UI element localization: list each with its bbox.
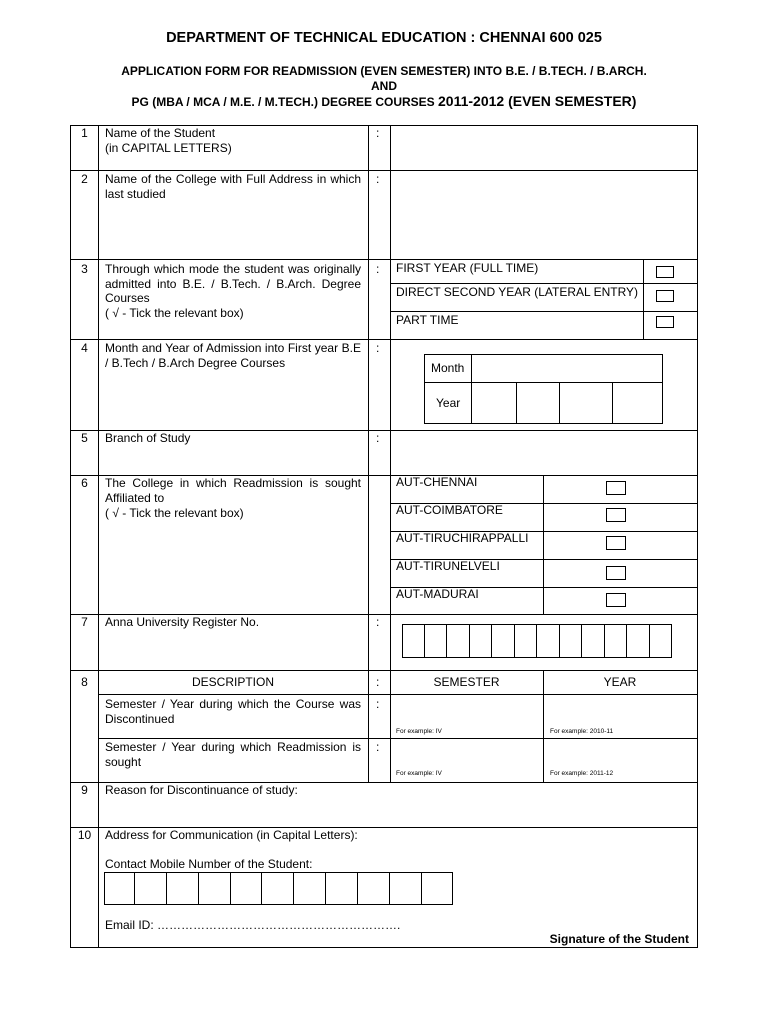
option-aut-madurai: AUT-MADURAI	[396, 587, 479, 601]
form-title-line3-courses: PG (MBA / MCA / M.E. / M.TECH.) DEGREE COURSES	[131, 95, 439, 109]
year-input[interactable]	[473, 384, 661, 422]
colon: :	[376, 675, 380, 689]
row-number: 4	[81, 341, 88, 355]
student-name-hint: (in CAPITAL LETTERS)	[105, 141, 232, 155]
discontinued-label: Semester / Year during which the Course was Discontinued	[105, 697, 361, 726]
row-number: 2	[81, 172, 88, 186]
discontinued-semester-example: For example: IV	[396, 728, 442, 735]
register-no-boxes[interactable]	[402, 624, 672, 658]
form-title-line1: APPLICATION FORM FOR READMISSION (EVEN SEMESTER) INTO B.E. / B.TECH. / B.ARCH.	[121, 64, 647, 78]
form-title-line3-year: 2011-2012 (EVEN SEMESTER)	[438, 93, 637, 109]
mobile-number-boxes[interactable]	[104, 872, 453, 905]
row-number: 9	[81, 783, 88, 797]
description-header: DESCRIPTION	[191, 675, 274, 689]
readmission-semester-field[interactable]	[391, 739, 542, 781]
option-first-year: FIRST YEAR (FULL TIME)	[396, 261, 539, 275]
colon: :	[376, 697, 380, 711]
signature-label: Signature of the Student	[549, 932, 689, 946]
month-label: Month	[431, 361, 465, 375]
tick-instruction: ( √ - Tick the relevant box)	[105, 306, 244, 320]
student-name-label: Name of the Student	[105, 126, 216, 140]
option-aut-chennai: AUT-CHENNAI	[396, 475, 478, 489]
branch-label: Branch of Study	[105, 431, 191, 445]
discontinued-year-field[interactable]	[544, 695, 696, 737]
colon: :	[376, 431, 380, 445]
colon: :	[376, 172, 380, 186]
part-time-checkbox[interactable]	[656, 316, 674, 328]
form-title-line3	[0, 93, 768, 109]
row-number: 6	[81, 476, 88, 490]
option-part-time: PART TIME	[396, 313, 459, 327]
lateral-entry-checkbox[interactable]	[656, 290, 674, 302]
mobile-label: Contact Mobile Number of the Student:	[105, 857, 313, 871]
row-number: 5	[81, 431, 88, 445]
year-header: YEAR	[603, 675, 637, 689]
readmission-year-field[interactable]	[544, 739, 696, 781]
aut-chennai-checkbox[interactable]	[606, 481, 626, 495]
tick-instruction: ( √ - Tick the relevant box)	[105, 506, 244, 520]
row-number: 7	[81, 615, 88, 629]
discontinuance-reason-label: Reason for Discontinuance of study:	[105, 783, 298, 797]
form-title-line2: AND	[371, 79, 397, 93]
colon: :	[376, 341, 380, 355]
month-input[interactable]	[473, 356, 661, 381]
readmission-label: Semester / Year during which Readmission is sought	[105, 740, 361, 769]
colon: :	[376, 615, 380, 629]
college-address-field[interactable]	[391, 171, 696, 258]
row-number: 3	[81, 262, 88, 276]
aut-coimbatore-checkbox[interactable]	[606, 508, 626, 522]
aut-tirunelveli-checkbox[interactable]	[606, 566, 626, 580]
option-aut-tiruchirappalli: AUT-TIRUCHIRAPPALLI	[396, 531, 529, 545]
admission-date-label: Month and Year of Admission into First year B.E / B.Tech / B.Arch Degree Courses	[105, 341, 361, 370]
admission-mode-label: Through which mode the student was originally admitted into B.E. / B.Tech. / B.Arch. Degree Courses	[105, 262, 361, 306]
aut-tiruchirappalli-checkbox[interactable]	[606, 536, 626, 550]
branch-field[interactable]	[391, 431, 696, 474]
register-no-label: Anna University Register No.	[105, 615, 260, 629]
colon: :	[376, 262, 380, 276]
option-lateral-entry: DIRECT SECOND YEAR (LATERAL ENTRY)	[396, 285, 639, 299]
discontinuance-reason-field[interactable]	[99, 800, 696, 826]
row-number: 8	[81, 675, 88, 689]
row-number: 1	[81, 126, 88, 140]
colon: :	[376, 740, 380, 754]
college-address-label: Name of the College with Full Address in which last studied	[105, 172, 361, 201]
first-year-checkbox[interactable]	[656, 266, 674, 278]
email-label: Email ID: …………………………………………………….	[105, 918, 401, 932]
semester-header: SEMESTER	[433, 675, 500, 689]
colon: :	[376, 126, 380, 140]
year-label: Year	[436, 396, 461, 410]
student-name-field[interactable]	[391, 126, 696, 169]
option-aut-coimbatore: AUT-COIMBATORE	[396, 503, 503, 517]
readmission-year-example: For example: 2011-12	[550, 770, 614, 777]
discontinued-semester-field[interactable]	[391, 695, 542, 737]
discontinued-year-example: For example: 2010-11	[550, 728, 614, 735]
readmission-college-label: The College in which Readmission is sought Affiliated to	[105, 476, 361, 505]
readmission-semester-example: For example: IV	[396, 770, 442, 777]
row-number: 10	[77, 828, 92, 842]
address-label: Address for Communication (in Capital Letters):	[105, 828, 358, 842]
department-title: DEPARTMENT OF TECHNICAL EDUCATION : CHENNAI 600 025	[166, 30, 602, 46]
aut-madurai-checkbox[interactable]	[606, 593, 626, 607]
option-aut-tirunelveli: AUT-TIRUNELVELI	[396, 559, 500, 573]
